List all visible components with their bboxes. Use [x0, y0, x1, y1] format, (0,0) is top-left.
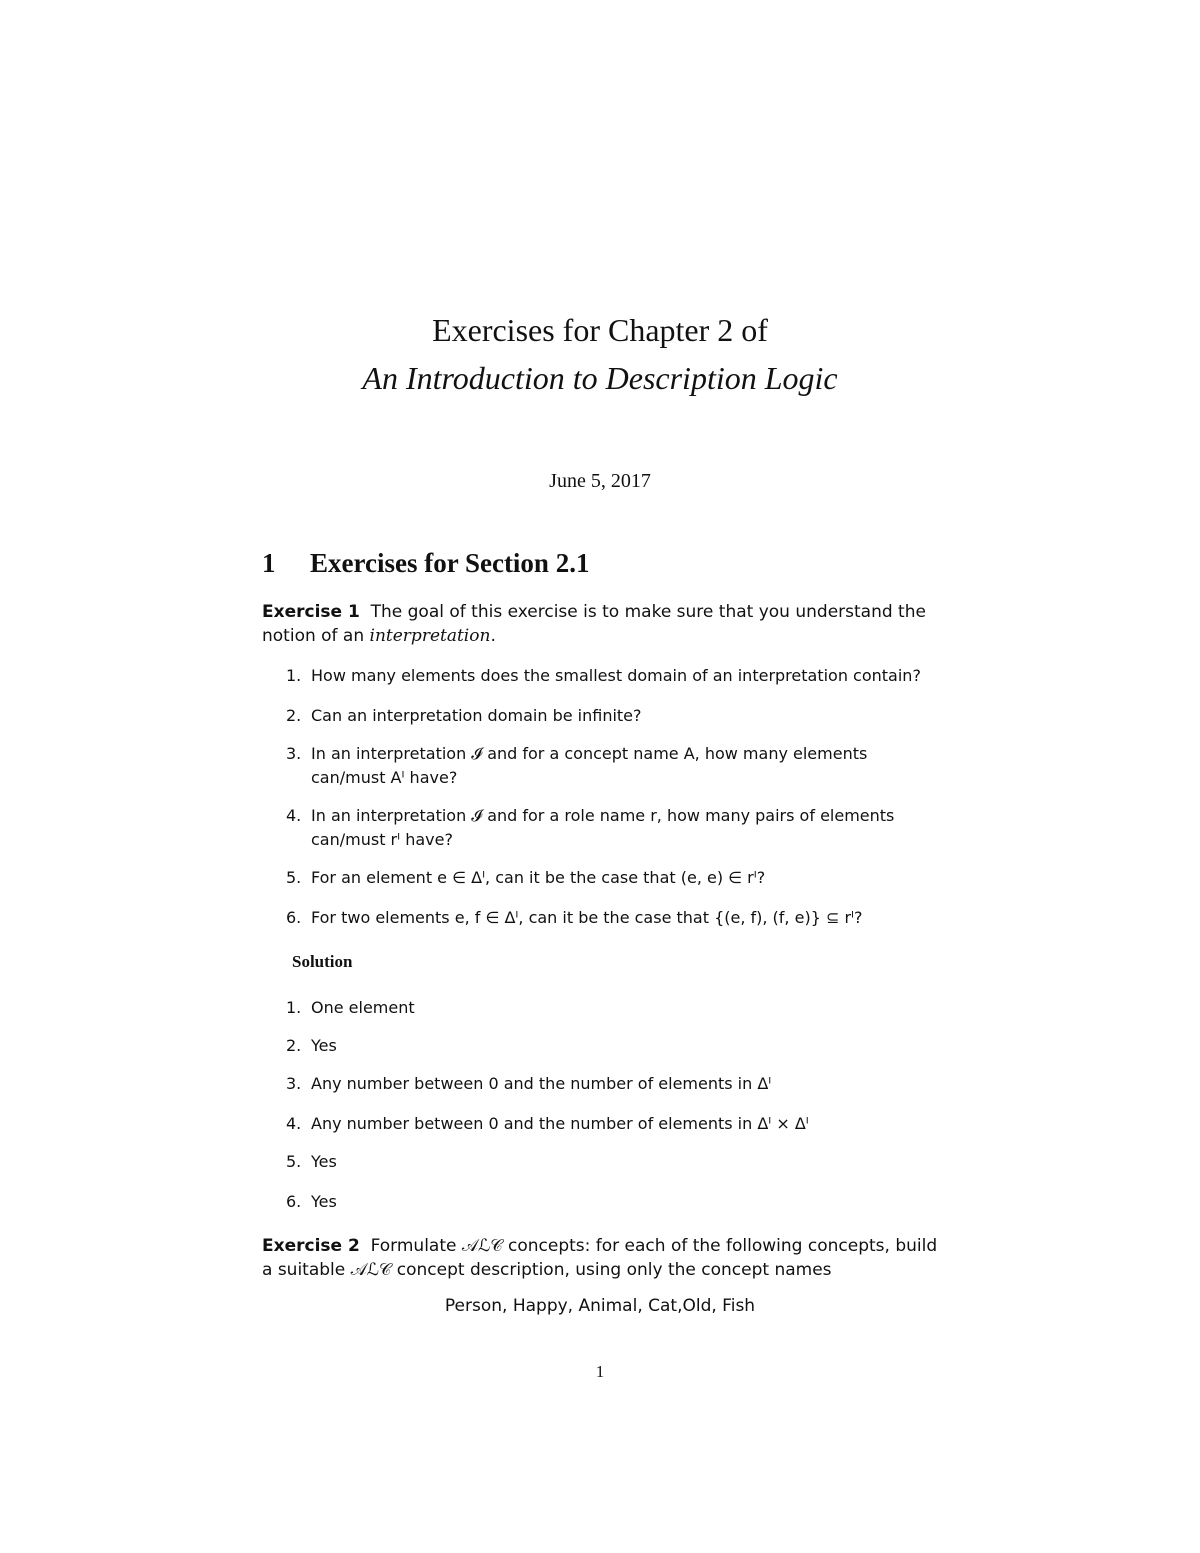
- exercise-1-intro: [262, 600, 938, 648]
- document-title-line1: Exercises for Chapter 2 of: [432, 312, 768, 348]
- item-text: In an interpretation 𝓘 and for a concept name A, how many elements can/must Aᴵ have?: [311, 744, 868, 787]
- item-text: One element: [311, 998, 415, 1017]
- exercise-2-intro: [262, 1234, 938, 1282]
- item-number: 1.: [286, 998, 302, 1017]
- item-text: For an element e ∈ Δᴵ, can it be the case that (e, e) ∈ rᴵ?: [311, 868, 766, 887]
- item-number: 5.: [286, 1152, 302, 1171]
- exercise-2-text: Formulate 𝒜ℒ𝒞 concepts: for each of the following concepts, build a suitable 𝒜ℒ𝒞 concept description, using only the concept names: [262, 1236, 938, 1280]
- item-number: 6.: [286, 1192, 302, 1211]
- item-number: 3.: [286, 744, 302, 763]
- item-number: 4.: [286, 1114, 302, 1133]
- item-number: 6.: [286, 908, 302, 927]
- item-text: Yes: [311, 1036, 337, 1055]
- exercise-1-text: The goal of this exercise is to make sure that you understand the notion of an: [262, 602, 926, 646]
- item-number: 4.: [286, 806, 302, 825]
- section-title: Exercises for Section 2.1: [310, 548, 590, 578]
- item-text: Yes: [311, 1152, 337, 1171]
- document-date: June 5, 2017: [549, 470, 651, 492]
- item-number: 2.: [286, 706, 302, 725]
- item-number: 2.: [286, 1036, 302, 1055]
- page-number: 1: [595, 1362, 605, 1381]
- section-heading: [262, 548, 589, 579]
- item-text: Can an interpretation domain be infinite?: [311, 706, 642, 725]
- exercise-1-label: Exercise 1: [262, 602, 360, 622]
- exercise-2-label: Exercise 2: [262, 1236, 360, 1256]
- item-text: Any number between 0 and the number of elements in Δᴵ: [311, 1074, 772, 1093]
- section-number: 1: [262, 548, 276, 578]
- item-text: Any number between 0 and the number of elements in Δᴵ × Δᴵ: [311, 1114, 809, 1133]
- exercise-1-emphasis: interpretation: [369, 626, 491, 646]
- item-number: 5.: [286, 868, 302, 887]
- solution-heading: Solution: [292, 952, 353, 971]
- item-number: 1.: [286, 666, 302, 685]
- item-text: How many elements does the smallest domain of an interpretation contain?: [311, 666, 921, 685]
- exercise-1-text-end: .: [490, 626, 496, 646]
- concept-names: Person, Happy, Animal, Cat,Old, Fish: [444, 1296, 756, 1316]
- item-text: Yes: [311, 1192, 337, 1211]
- document-title-line2: An Introduction to Description Logic: [362, 360, 838, 396]
- item-text: For two elements e, f ∈ Δᴵ, can it be the case that {(e, f), (f, e)} ⊆ rᴵ?: [311, 908, 863, 927]
- item-text: In an interpretation 𝓘 and for a role name r, how many pairs of elements can/must rᴵ have?: [311, 806, 895, 849]
- item-number: 3.: [286, 1074, 302, 1093]
